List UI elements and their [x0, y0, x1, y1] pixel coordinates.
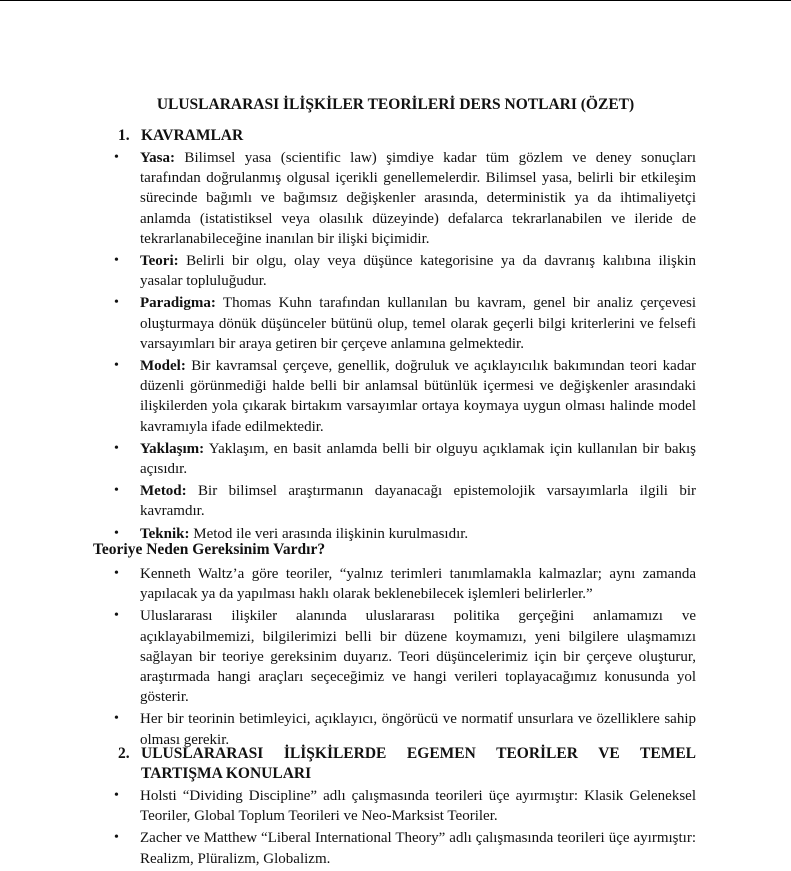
- list-item: [114, 251, 696, 291]
- term-label: Model:: [140, 358, 186, 375]
- term-label: Paradigma:: [140, 295, 216, 312]
- list-item-text: Her bir teorinin betimleyici, açıklayıcı, öngörücü ve normatif unsurlara ve özelliklere sahip olması gerekir.: [140, 711, 696, 748]
- dominant-theories-list: [114, 786, 696, 871]
- list-item: [114, 606, 696, 707]
- bullet-icon: •: [114, 295, 119, 311]
- term-label: Yaklaşım:: [140, 440, 205, 457]
- term-definition: Metod ile veri arasında ilişkinin kurulmasıdır.: [189, 525, 469, 542]
- term-label: Teori:: [140, 253, 179, 270]
- bullet-icon: •: [114, 830, 119, 846]
- term-definition: Bir kavramsal çerçeve, genellik, doğruluk ve açıklayıcılık bakımından teori kadar düzenli görünmediği halde belli bir anlamsal bütünlük içermesi ve değişkenler arasındaki ilişkilerden yola çıkarak birtakım varsayımlar ortaya koymaya uygun olması halinde model kavramıyla ifade edilmektedir.: [140, 358, 696, 435]
- term-definition: Belirli bir olgu, olay veya düşünce kategorisine ya da davranış kalıbına ilişkin yasalar topluluğudur.: [140, 253, 696, 290]
- bullet-icon: •: [114, 483, 119, 499]
- bullet-icon: •: [114, 253, 119, 269]
- term-label: Teknik:: [140, 525, 190, 542]
- why-theory-heading: Teoriye Neden Gereksinim Vardır?: [93, 541, 326, 558]
- term-definition: Bilimsel yasa (scientific law) şimdiye kadar tüm gözlem ve deney sonuçları tarafından doğrulanmış olgusal içerikli genellemelerdir. Bilimsel yasa, belirli bir etkileşim sürecinde bağımlı ve bağımsız değişkenler arasında, deterministik ya da ihtimaliyetçi anlamda (istatistiksel veya olasılık düzeyinde) defalarca tekrarlanabilen ve ileride de tekrarlanabileceğine inanılan bir ilişki biçimidir.: [140, 150, 696, 247]
- bullet-icon: •: [114, 358, 119, 374]
- list-item: [114, 293, 696, 354]
- bullet-icon: •: [114, 788, 119, 803]
- section-1-title: KAVRAMLAR: [141, 127, 244, 144]
- term-definition: Bir bilimsel araştırmanın dayanacağı epistemolojik varsayımlarla ilgili bir kavramdır.: [140, 483, 696, 520]
- list-item: [114, 356, 696, 437]
- section-2-number: 2.: [118, 745, 130, 762]
- list-item-text: Kenneth Waltz’a göre teoriler, “yalnız terimleri tanımlamakla kalmazlar; aynı zamanda yapılacak ya da yapılması haklı olarak beklenebilecek işlemleri belirlerler.”: [140, 566, 696, 603]
- list-item-text: Holsti “Dividing Discipline” adlı çalışmasında teorileri üçe ayırmıştır: Klasik Geleneksel Teoriler, Global Toplum Teorileri ve Neo-Marksist Teoriler.: [140, 788, 696, 825]
- bullet-icon: •: [114, 566, 119, 581]
- bullet-icon: •: [114, 711, 119, 727]
- section-2-title-line-2: TARTIŞMA KONULARI: [141, 765, 312, 782]
- list-item: [114, 786, 696, 826]
- why-theory-list: [114, 564, 696, 752]
- document-title: ULUSLARARASI İLİŞKİLER TEORİLERİ DERS NOTLARI (ÖZET): [156, 96, 635, 113]
- list-item: [114, 828, 696, 868]
- list-item-text: Zacher ve Matthew “Liberal International Theory” adlı çalışmasında teorileri üçe ayırmıştır: Realizm, Plüralizm, Globalizm.: [140, 830, 696, 867]
- section-1-number: 1.: [118, 127, 130, 144]
- bullet-icon: •: [114, 150, 119, 165]
- section-2-title-line-1: ULUSLARARASI İLİŞKİLERDE EGEMEN TEORİLER VE TEMEL: [141, 745, 696, 762]
- top-rule: [0, 0, 791, 1]
- list-item: [114, 439, 696, 479]
- bullet-icon: •: [114, 440, 119, 456]
- list-item: [114, 564, 696, 604]
- concepts-list: [114, 148, 696, 546]
- list-item: [114, 148, 696, 249]
- term-label: Metod:: [140, 483, 187, 500]
- term-label: Yasa:: [140, 150, 176, 166]
- term-definition: Yaklaşım, en basit anlamda belli bir olguyu açıklamak için kullanılan bir bakış açısıdır.: [140, 440, 696, 478]
- list-item-text: Uluslararası ilişkiler alanında uluslararası politika gerçeğini anlamamızı ve açıklayabilmemizi, bilgilerimizi belli bir düzene koymamızı, yeni bilgilere ulaşmamızı sağlayan bir teoriye gereksinim duyarız. Teori düşüncelerimiz için bir çerçeve oluşturur, araştırmada hangi araçları seçeceğimiz ve hangi verileri toplayacağımız konusunda yol gösterir.: [140, 608, 696, 706]
- list-item: [114, 481, 696, 521]
- bullet-icon: •: [114, 525, 119, 541]
- term-definition: Thomas Kuhn tarafından kullanılan bu kavram, genel bir analiz çerçevesi oluşturmaya dönük düşünceler bütünü olup, temel olarak geçerli bilgi kriterlerini ve felsefi varsayımları bir araya getiren bir çerçeve anlamına gelmektedir.: [140, 295, 696, 352]
- bullet-icon: •: [114, 608, 119, 624]
